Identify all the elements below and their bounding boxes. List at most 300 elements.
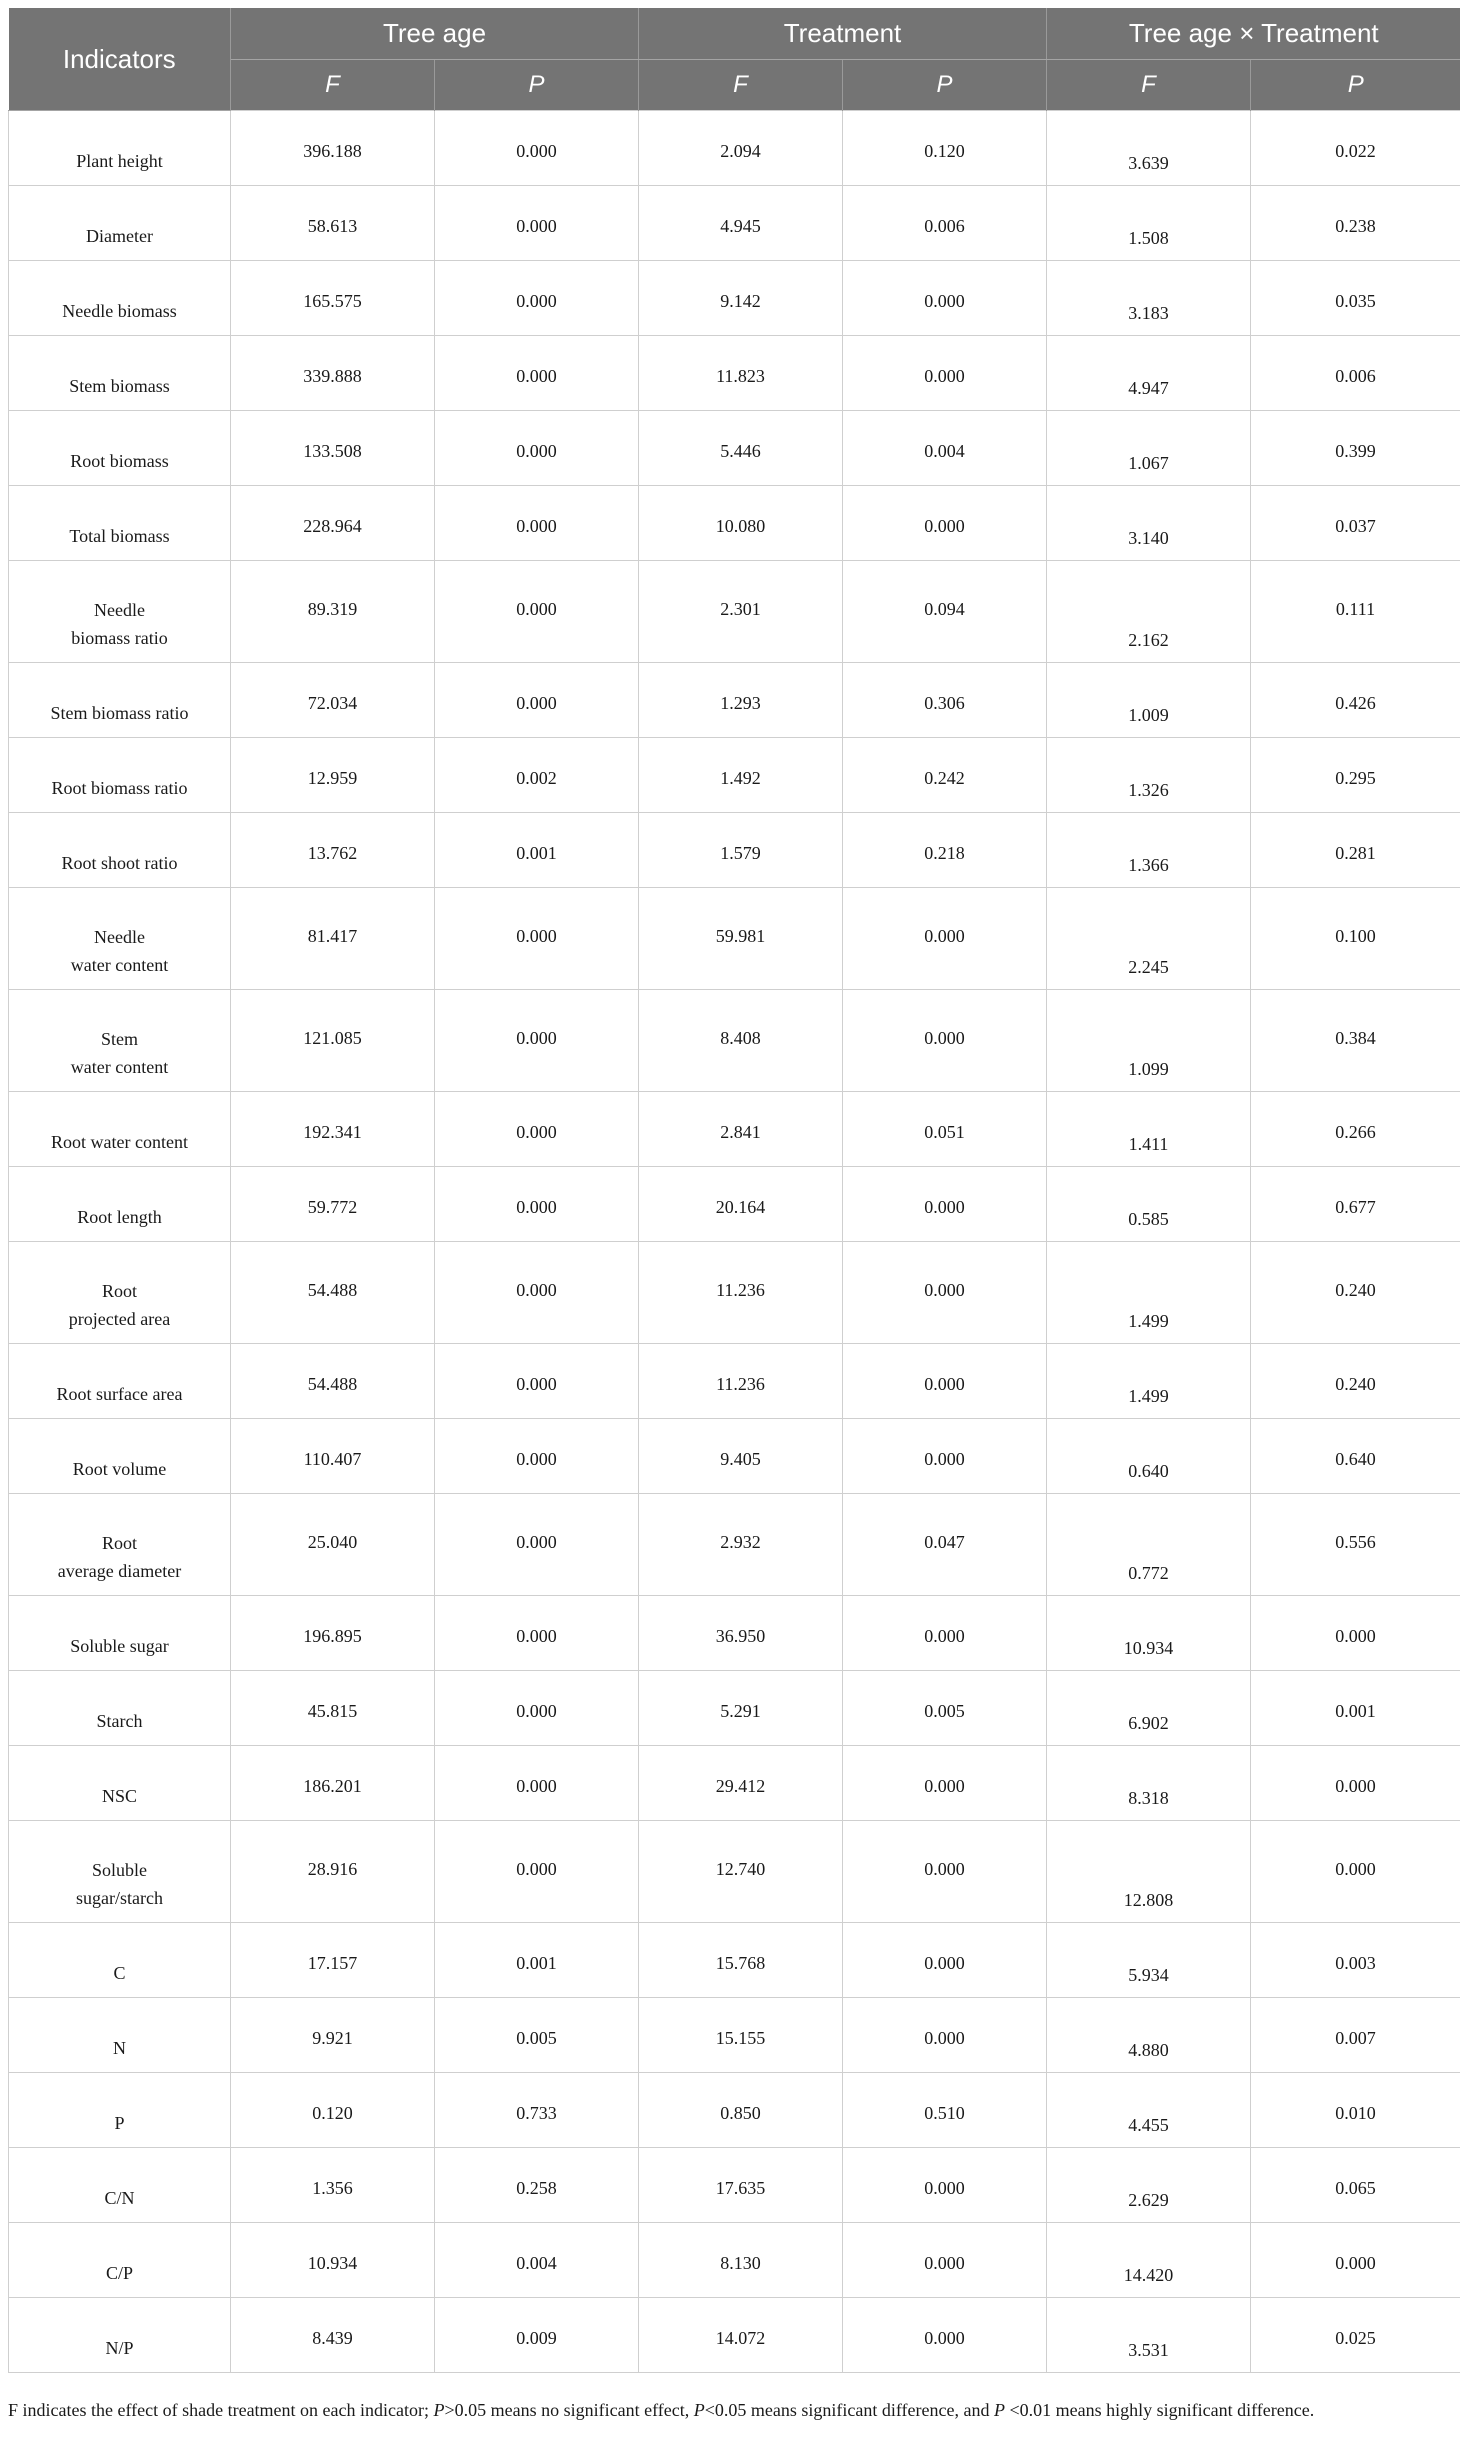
- indicator-label: Total biomass: [69, 526, 170, 546]
- cell-treatment-p: [843, 990, 1047, 1092]
- cell-treatment-f: [639, 261, 843, 336]
- cell-tree-age-f: [231, 486, 435, 561]
- value-treatment-f: 17.635: [715, 2178, 766, 2198]
- footnote-part1: F indicates the effect of shade treatment on each indicator;: [8, 2400, 434, 2420]
- cell-interaction-p: [1251, 1242, 1460, 1344]
- value-treatment-p: 0.000: [924, 2328, 965, 2348]
- value-interaction-f: 6.902: [1128, 1713, 1169, 1733]
- value-tree-age-p: 0.000: [516, 599, 557, 619]
- indicator-cell: [9, 1167, 231, 1242]
- cell-interaction-p: [1251, 1419, 1460, 1494]
- indicator-label: NSC: [101, 1786, 137, 1806]
- cell-interaction-f: [1047, 1671, 1251, 1746]
- footnote-p-symbol-3: P: [993, 2400, 1005, 2420]
- table-row: [9, 1596, 1460, 1671]
- value-tree-age-p: 0.000: [516, 1701, 557, 1721]
- indicator-cell: [9, 111, 231, 186]
- cell-tree-age-p: [435, 1671, 639, 1746]
- group-header-interaction: Tree age × Treatment: [1047, 8, 1460, 60]
- cell-treatment-p: [843, 411, 1047, 486]
- cell-tree-age-p: [435, 1092, 639, 1167]
- indicator-label: Root shoot ratio: [61, 853, 178, 873]
- value-interaction-p: 0.035: [1335, 291, 1376, 311]
- cell-tree-age-p: [435, 1596, 639, 1671]
- indicator-label-line: Stem: [100, 1029, 138, 1049]
- cell-tree-age-f: [231, 813, 435, 888]
- cell-treatment-p: [843, 486, 1047, 561]
- indicator-label-line: projected area: [68, 1309, 171, 1329]
- cell-tree-age-p: [435, 2148, 639, 2223]
- cell-treatment-f: [639, 1167, 843, 1242]
- indicator-cell: [9, 486, 231, 561]
- cell-treatment-f: [639, 1092, 843, 1167]
- value-interaction-p: 0.000: [1335, 1626, 1376, 1646]
- indicator-label: C/P: [105, 2263, 134, 2283]
- value-interaction-p: 0.001: [1335, 1701, 1376, 1721]
- value-interaction-f: 14.420: [1123, 2265, 1174, 2285]
- cell-treatment-p: [843, 738, 1047, 813]
- value-tree-age-f: 59.772: [307, 1197, 358, 1217]
- indicator-cell: [9, 1494, 231, 1596]
- value-tree-age-p: 0.258: [516, 2178, 557, 2198]
- cell-tree-age-p: [435, 1923, 639, 1998]
- cell-treatment-f: [639, 411, 843, 486]
- value-treatment-p: 0.000: [924, 2028, 965, 2048]
- value-treatment-p: 0.000: [924, 1028, 965, 1048]
- table-row: [9, 813, 1460, 888]
- subheader-tree-age-p: P: [435, 60, 639, 111]
- value-treatment-p: 0.306: [924, 693, 965, 713]
- value-tree-age-f: 54.488: [307, 1374, 358, 1394]
- table-row: [9, 1671, 1460, 1746]
- cell-tree-age-f: [231, 663, 435, 738]
- cell-interaction-p: [1251, 1923, 1460, 1998]
- value-treatment-p: 0.000: [924, 1953, 965, 1973]
- indicator-label-line: water content: [70, 955, 169, 975]
- cell-interaction-p: [1251, 2298, 1460, 2373]
- indicator-label-line: sugar/starch: [76, 1888, 163, 1908]
- cell-tree-age-f: [231, 888, 435, 990]
- cell-tree-age-p: [435, 261, 639, 336]
- indicator-cell: [9, 561, 231, 663]
- cell-interaction-p: [1251, 186, 1460, 261]
- cell-interaction-f: [1047, 2073, 1251, 2148]
- value-interaction-f: 3.639: [1128, 153, 1169, 173]
- indicator-label: Diameter: [86, 226, 153, 246]
- value-interaction-f: 1.009: [1128, 705, 1169, 725]
- indicator-label: Root length: [77, 1207, 162, 1227]
- value-treatment-p: 0.000: [924, 1449, 965, 1469]
- cell-interaction-p: [1251, 1746, 1460, 1821]
- cell-tree-age-f: [231, 1494, 435, 1596]
- indicator-label: Soluble sugar: [70, 1636, 169, 1656]
- cell-treatment-f: [639, 1494, 843, 1596]
- value-tree-age-p: 0.000: [516, 1626, 557, 1646]
- value-treatment-p: 0.218: [924, 843, 965, 863]
- cell-treatment-f: [639, 561, 843, 663]
- cell-interaction-f: [1047, 2148, 1251, 2223]
- value-tree-age-p: 0.001: [516, 1953, 557, 1973]
- value-interaction-p: 0.111: [1335, 599, 1376, 619]
- indicator-label-line: Needle: [94, 600, 145, 620]
- cell-interaction-p: [1251, 336, 1460, 411]
- value-interaction-f: 1.411: [1128, 1134, 1169, 1154]
- table-row: [9, 1746, 1460, 1821]
- value-treatment-p: 0.094: [924, 599, 965, 619]
- indicator-label-line: Needle: [94, 927, 145, 947]
- indicator-label-line: Root: [101, 1533, 137, 1553]
- value-treatment-f: 11.823: [716, 366, 765, 386]
- cell-treatment-f: [639, 1242, 843, 1344]
- cell-treatment-f: [639, 990, 843, 1092]
- indicator-cell: [9, 1746, 231, 1821]
- cell-treatment-f: [639, 186, 843, 261]
- value-interaction-p: 0.295: [1335, 768, 1376, 788]
- value-interaction-p: 0.007: [1335, 2028, 1376, 2048]
- cell-treatment-p: [843, 663, 1047, 738]
- cell-treatment-p: [843, 1494, 1047, 1596]
- value-treatment-f: 9.142: [720, 291, 761, 311]
- value-treatment-p: 0.000: [924, 1280, 965, 1300]
- table-row: [9, 1167, 1460, 1242]
- value-interaction-f: 3.140: [1128, 528, 1169, 548]
- cell-tree-age-p: [435, 2223, 639, 2298]
- cell-tree-age-f: [231, 2223, 435, 2298]
- table-row: [9, 2223, 1460, 2298]
- cell-tree-age-f: [231, 738, 435, 813]
- table-row: [9, 1344, 1460, 1419]
- subheader-tree-age-f: F: [231, 60, 435, 111]
- value-interaction-p: 0.240: [1335, 1374, 1376, 1394]
- indicator-cell: [9, 336, 231, 411]
- value-treatment-p: 0.000: [924, 516, 965, 536]
- cell-interaction-f: [1047, 1242, 1251, 1344]
- value-interaction-p: 0.003: [1335, 1953, 1376, 1973]
- cell-interaction-f: [1047, 1596, 1251, 1671]
- footnote-part4: <0.01 means highly significant difference.: [1004, 2400, 1315, 2420]
- value-tree-age-f: 228.964: [303, 516, 362, 536]
- cell-interaction-p: [1251, 411, 1460, 486]
- indicator-label-line: Root: [101, 1281, 137, 1301]
- table-row: [9, 1998, 1460, 2073]
- value-interaction-f: 10.934: [1123, 1638, 1174, 1658]
- value-interaction-p: 0.238: [1335, 216, 1376, 236]
- cell-interaction-p: [1251, 990, 1460, 1092]
- value-interaction-p: 0.025: [1335, 2328, 1376, 2348]
- table-row: [9, 1494, 1460, 1596]
- value-tree-age-f: 13.762: [307, 843, 358, 863]
- indicator-label: Needle biomass: [62, 301, 177, 321]
- value-treatment-f: 14.072: [715, 2328, 766, 2348]
- cell-interaction-f: [1047, 1923, 1251, 1998]
- cell-interaction-f: [1047, 1344, 1251, 1419]
- value-interaction-f: 2.629: [1128, 2190, 1169, 2210]
- cell-tree-age-p: [435, 111, 639, 186]
- table-row: [9, 990, 1460, 1092]
- value-interaction-f: 1.099: [1128, 1059, 1169, 1079]
- value-interaction-f: 8.318: [1128, 1788, 1169, 1808]
- footnote-p-symbol-2: P: [693, 2400, 705, 2420]
- cell-treatment-p: [843, 1242, 1047, 1344]
- indicator-cell: [9, 1923, 231, 1998]
- cell-tree-age-p: [435, 1167, 639, 1242]
- value-tree-age-f: 9.921: [312, 2028, 353, 2048]
- cell-tree-age-f: [231, 2298, 435, 2373]
- value-treatment-p: 0.000: [924, 291, 965, 311]
- cell-tree-age-f: [231, 261, 435, 336]
- cell-interaction-f: [1047, 738, 1251, 813]
- cell-interaction-p: [1251, 111, 1460, 186]
- cell-interaction-p: [1251, 1344, 1460, 1419]
- cell-interaction-f: [1047, 1419, 1251, 1494]
- cell-interaction-f: [1047, 888, 1251, 990]
- cell-tree-age-p: [435, 813, 639, 888]
- indicator-cell: [9, 1092, 231, 1167]
- indicators-header: Indicators: [9, 8, 231, 111]
- cell-treatment-p: [843, 1092, 1047, 1167]
- table-row: [9, 1923, 1460, 1998]
- cell-tree-age-p: [435, 486, 639, 561]
- value-interaction-f: 3.531: [1128, 2340, 1169, 2360]
- value-tree-age-f: 81.417: [307, 926, 358, 946]
- cell-treatment-f: [639, 738, 843, 813]
- indicator-cell: [9, 990, 231, 1092]
- indicator-cell: [9, 1671, 231, 1746]
- table-row: [9, 561, 1460, 663]
- indicator-label: Root surface area: [56, 1384, 183, 1404]
- indicator-label: Root water content: [51, 1132, 188, 1152]
- subheader-interaction-p: P: [1251, 60, 1460, 111]
- cell-treatment-f: [639, 1419, 843, 1494]
- value-interaction-f: 5.934: [1128, 1965, 1169, 1985]
- table-row: [9, 486, 1460, 561]
- cell-interaction-f: [1047, 2223, 1251, 2298]
- value-tree-age-f: 28.916: [307, 1859, 358, 1879]
- value-treatment-p: 0.000: [924, 1197, 965, 1217]
- cell-tree-age-p: [435, 1494, 639, 1596]
- value-tree-age-p: 0.000: [516, 441, 557, 461]
- value-interaction-p: 0.384: [1335, 1028, 1376, 1048]
- cell-treatment-f: [639, 2298, 843, 2373]
- table-footnote: [8, 2400, 1460, 2421]
- cell-treatment-f: [639, 1746, 843, 1821]
- cell-treatment-p: [843, 1419, 1047, 1494]
- cell-tree-age-p: [435, 990, 639, 1092]
- value-treatment-p: 0.000: [924, 926, 965, 946]
- value-tree-age-p: 0.000: [516, 1449, 557, 1469]
- cell-treatment-f: [639, 813, 843, 888]
- value-interaction-p: 0.426: [1335, 693, 1376, 713]
- table-row: [9, 2298, 1460, 2373]
- value-interaction-f: 1.067: [1128, 453, 1169, 473]
- value-tree-age-f: 8.439: [312, 2328, 353, 2348]
- cell-interaction-p: [1251, 1821, 1460, 1923]
- value-tree-age-f: 10.934: [307, 2253, 358, 2273]
- cell-interaction-p: [1251, 2223, 1460, 2298]
- value-tree-age-f: 45.815: [307, 1701, 358, 1721]
- indicator-cell: [9, 2223, 231, 2298]
- value-treatment-f: 1.579: [720, 843, 761, 863]
- indicator-cell: [9, 1344, 231, 1419]
- value-tree-age-f: 196.895: [303, 1626, 362, 1646]
- cell-treatment-p: [843, 186, 1047, 261]
- value-tree-age-f: 121.085: [303, 1028, 362, 1048]
- cell-treatment-p: [843, 1998, 1047, 2073]
- value-interaction-f: 3.183: [1128, 303, 1169, 323]
- table-row: [9, 888, 1460, 990]
- value-tree-age-f: 133.508: [303, 441, 362, 461]
- value-tree-age-p: 0.000: [516, 1122, 557, 1142]
- table-row: [9, 1821, 1460, 1923]
- value-treatment-f: 11.236: [716, 1280, 765, 1300]
- value-interaction-p: 0.000: [1335, 1859, 1376, 1879]
- value-tree-age-p: 0.000: [516, 141, 557, 161]
- subheader-treatment-f: F: [639, 60, 843, 111]
- cell-tree-age-f: [231, 1092, 435, 1167]
- group-header-tree-age: Tree age: [231, 8, 639, 60]
- cell-treatment-f: [639, 1998, 843, 2073]
- cell-interaction-f: [1047, 1746, 1251, 1821]
- value-interaction-p: 0.677: [1335, 1197, 1376, 1217]
- cell-treatment-f: [639, 1671, 843, 1746]
- cell-tree-age-p: [435, 561, 639, 663]
- indicator-cell: [9, 813, 231, 888]
- indicator-cell: [9, 663, 231, 738]
- results-table-container: [8, 8, 1460, 2373]
- value-interaction-p: 0.640: [1335, 1449, 1376, 1469]
- value-tree-age-p: 0.009: [516, 2328, 557, 2348]
- cell-treatment-p: [843, 1746, 1047, 1821]
- indicator-label: Plant height: [76, 151, 163, 171]
- indicator-cell: [9, 261, 231, 336]
- cell-tree-age-f: [231, 1998, 435, 2073]
- cell-tree-age-f: [231, 411, 435, 486]
- indicator-label: C: [113, 1963, 126, 1983]
- cell-tree-age-f: [231, 336, 435, 411]
- value-treatment-f: 4.945: [720, 216, 761, 236]
- cell-interaction-p: [1251, 738, 1460, 813]
- cell-interaction-p: [1251, 1998, 1460, 2073]
- value-treatment-p: 0.000: [924, 1374, 965, 1394]
- value-interaction-f: 1.366: [1128, 855, 1169, 875]
- cell-treatment-f: [639, 1923, 843, 1998]
- cell-tree-age-p: [435, 1344, 639, 1419]
- value-tree-age-f: 186.201: [303, 1776, 362, 1796]
- cell-interaction-f: [1047, 1494, 1251, 1596]
- value-interaction-p: 0.000: [1335, 2253, 1376, 2273]
- cell-interaction-f: [1047, 336, 1251, 411]
- table-row: [9, 261, 1460, 336]
- indicator-cell: [9, 2073, 231, 2148]
- cell-treatment-p: [843, 2148, 1047, 2223]
- cell-treatment-p: [843, 336, 1047, 411]
- value-treatment-f: 15.768: [715, 1953, 766, 1973]
- indicator-cell: [9, 1596, 231, 1671]
- indicator-label: N/P: [105, 2338, 134, 2358]
- cell-tree-age-p: [435, 411, 639, 486]
- cell-tree-age-f: [231, 111, 435, 186]
- value-interaction-f: 0.640: [1128, 1461, 1169, 1481]
- indicator-cell: [9, 1419, 231, 1494]
- value-treatment-p: 0.047: [924, 1532, 965, 1552]
- indicator-label: Stem biomass: [69, 376, 170, 396]
- indicator-cell: [9, 888, 231, 990]
- value-treatment-p: 0.000: [924, 1859, 965, 1879]
- value-interaction-p: 0.399: [1335, 441, 1376, 461]
- cell-tree-age-f: [231, 1242, 435, 1344]
- value-treatment-f: 9.405: [720, 1449, 761, 1469]
- value-interaction-p: 0.281: [1335, 843, 1376, 863]
- subheader-treatment-p: P: [843, 60, 1047, 111]
- table-row: [9, 663, 1460, 738]
- value-treatment-f: 5.291: [720, 1701, 761, 1721]
- cell-interaction-p: [1251, 2073, 1460, 2148]
- indicator-cell: [9, 1821, 231, 1923]
- cell-tree-age-f: [231, 1821, 435, 1923]
- indicator-label-line: Soluble: [91, 1860, 147, 1880]
- cell-tree-age-f: [231, 990, 435, 1092]
- cell-interaction-f: [1047, 1998, 1251, 2073]
- indicator-cell: [9, 1242, 231, 1344]
- value-tree-age-f: 396.188: [303, 141, 362, 161]
- footnote-p-symbol-1: P: [433, 2400, 445, 2420]
- indicator-cell: [9, 411, 231, 486]
- indicator-cell: [9, 2298, 231, 2373]
- cell-interaction-f: [1047, 561, 1251, 663]
- value-tree-age-f: 89.319: [307, 599, 358, 619]
- cell-tree-age-p: [435, 186, 639, 261]
- table-row: [9, 1242, 1460, 1344]
- cell-tree-age-p: [435, 888, 639, 990]
- value-interaction-p: 0.037: [1335, 516, 1376, 536]
- table-row: [9, 111, 1460, 186]
- indicator-label: Root biomass: [70, 451, 169, 471]
- subheader-interaction-f: F: [1047, 60, 1251, 111]
- value-interaction-f: 4.947: [1128, 378, 1169, 398]
- cell-interaction-f: [1047, 2298, 1251, 2373]
- cell-tree-age-p: [435, 336, 639, 411]
- cell-treatment-p: [843, 813, 1047, 888]
- cell-treatment-f: [639, 2148, 843, 2223]
- value-tree-age-f: 339.888: [303, 366, 362, 386]
- value-interaction-f: 2.245: [1128, 957, 1169, 977]
- cell-treatment-p: [843, 111, 1047, 186]
- value-treatment-p: 0.000: [924, 1626, 965, 1646]
- cell-treatment-f: [639, 2073, 843, 2148]
- cell-treatment-p: [843, 1923, 1047, 1998]
- cell-treatment-f: [639, 111, 843, 186]
- table-row: [9, 1419, 1460, 1494]
- cell-treatment-f: [639, 888, 843, 990]
- table-row: [9, 411, 1460, 486]
- value-treatment-p: 0.006: [924, 216, 965, 236]
- value-tree-age-f: 110.407: [303, 1449, 362, 1469]
- cell-tree-age-f: [231, 1419, 435, 1494]
- cell-tree-age-p: [435, 1746, 639, 1821]
- value-interaction-p: 0.010: [1335, 2103, 1376, 2123]
- indicator-label: Root biomass ratio: [51, 778, 188, 798]
- cell-treatment-p: [843, 2298, 1047, 2373]
- value-treatment-f: 2.932: [720, 1532, 761, 1552]
- value-tree-age-p: 0.000: [516, 516, 557, 536]
- value-interaction-f: 12.808: [1123, 1890, 1174, 1910]
- value-treatment-p: 0.000: [924, 2253, 965, 2273]
- cell-interaction-f: [1047, 990, 1251, 1092]
- value-tree-age-p: 0.000: [516, 1197, 557, 1217]
- cell-treatment-p: [843, 2073, 1047, 2148]
- value-treatment-f: 59.981: [715, 926, 766, 946]
- cell-interaction-p: [1251, 2148, 1460, 2223]
